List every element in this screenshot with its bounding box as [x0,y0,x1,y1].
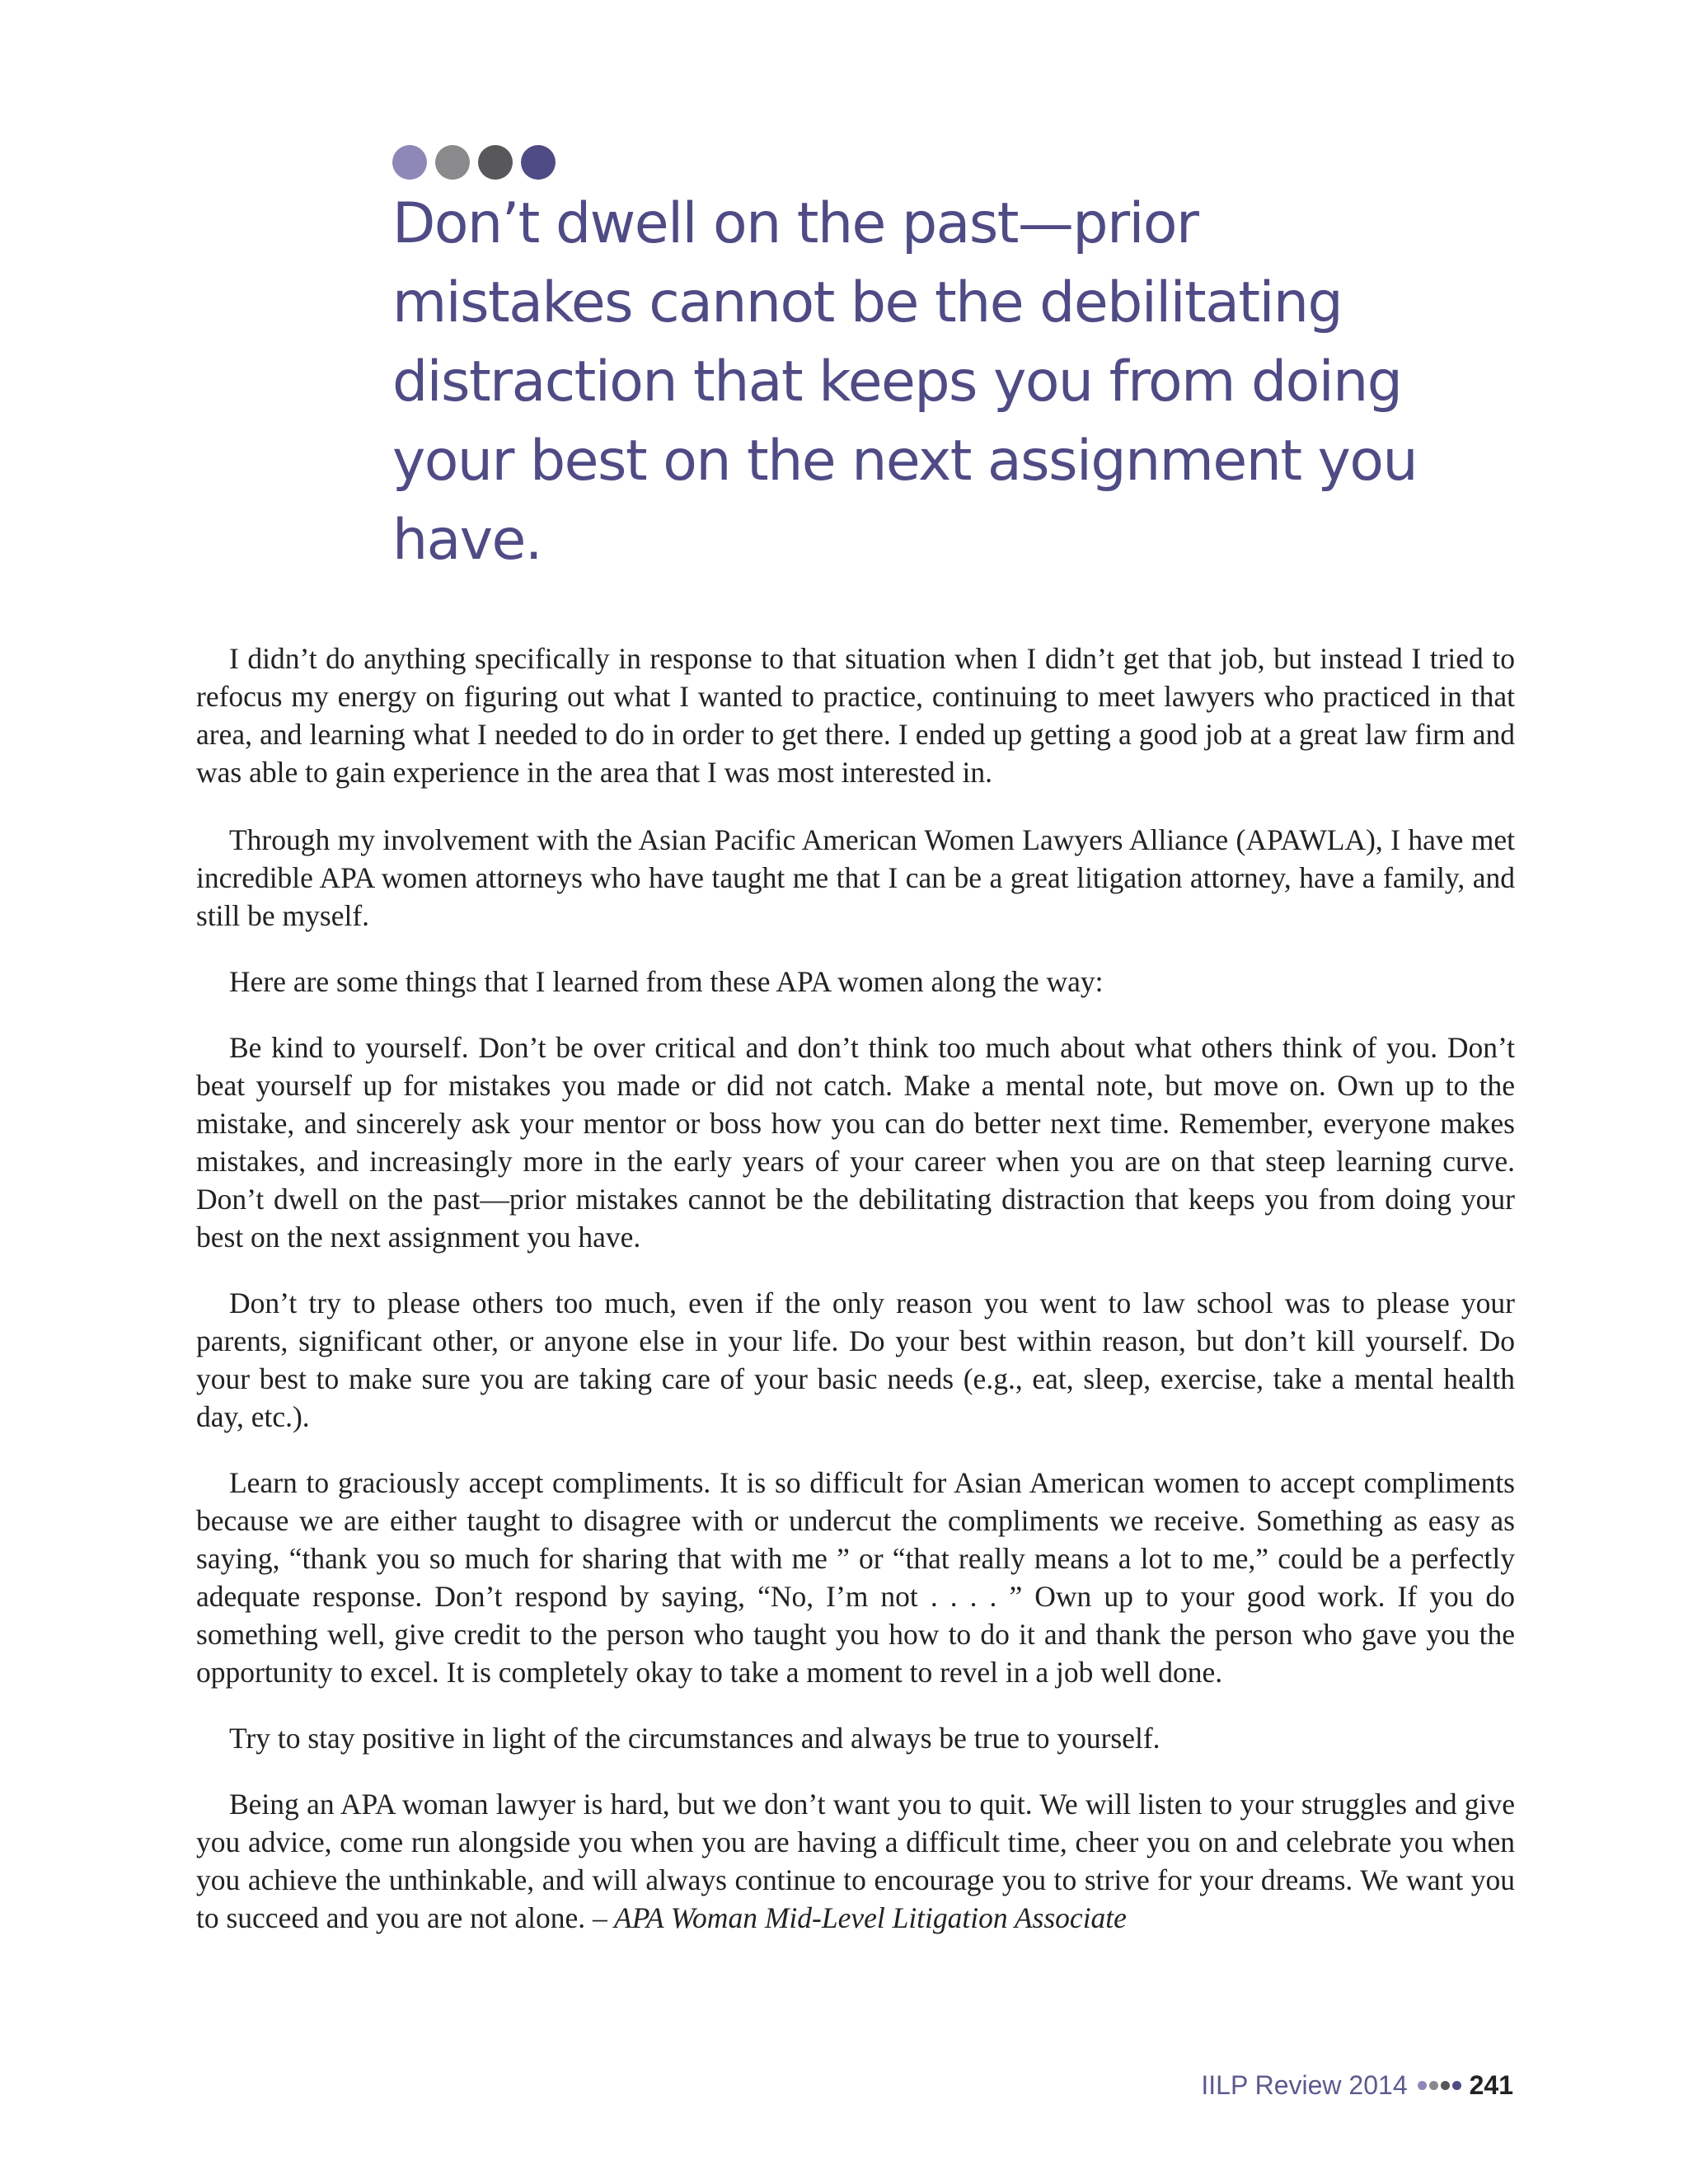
dot-1 [392,145,427,180]
paragraph-3: Here are some things that I learned from these APA women along the way: [229,965,1104,998]
paragraph-8-text: Being an APA woman lawyer is hard, but we don’t want you to quit. We will listen to your struggles and give you advice, come run alongside you when you are having a difficult time, cheer you on and celebrate you when you achieve the unthinkable, and will always continue to encourage you to strive for your dreams. We want you to succeed and you are not alone. [196,1788,1515,1934]
paragraph-2: Through my involvement with the Asian Pacific American Women Lawyers Alliance (APAWLA), I have met incredible APA women attorneys who have taught me that I can be a great litigation attorney, have a family, and still be myself. [196,823,1515,932]
paragraph-1: I didn’t do anything specifically in response to that situation when I didn’t get that job, but instead I tried to refocus my energy on figuring out what I wanted to practice, continuing to meet lawyers who practiced in that area, and learning what I needed to do in order to get there. I ended up getting a good job at a great law firm and was able to gain experience in the area that I was most interested in. [196,642,1515,789]
article-body [196,640,1515,1965]
dot-4 [521,145,556,180]
attribution: – APA Woman Mid-Level Litigation Associate [593,1901,1127,1934]
paragraph-6: Learn to graciously accept compliments. It is so difficult for Asian American women to accept compliments because we are either taught to disagree with or undercut the compliments we receive. Something as easy as saying, “thank you so much for sharing that with me ” or “that really means a lot to me,” could be a perfectly adequate response. Don’t respond by saying, “No, I’m not . . . . ” Own up to your good work. If you do something well, give credit to the person who taught you how to do it and thank the person who gave you the opportunity to excel. It is completely okay to take a moment to revel in a job well done. [196,1466,1515,1689]
page-footer [1201,2070,1513,2101]
paragraph-5: Don’t try to please others too much, even if the only reason you went to law school was to please your parents, significant other, or anyone else in your life. Do your best within reason, but don’t kill yourself. Do your best to make sure you are taking care of your basic needs (e.g., eat, sleep, exercise, take a mental health day, etc.). [196,1286,1515,1433]
page-number: 241 [1469,2070,1513,2100]
publication-name: IILP Review 2014 [1201,2070,1408,2100]
pull-quote: Don’t dwell on the past—prior mistakes cannot be the debilitating distraction that keeps you from doing your best on the next assignment you have. [392,191,1418,573]
paragraph-7: Try to stay positive in light of the circumstances and always be true to yourself. [229,1722,1160,1755]
dot-2 [435,145,470,180]
paragraph-4: Be kind to yourself. Don’t be over critical and don’t think too much about what others think of you. Don’t beat yourself up for mistakes you made or did not catch. Make a mental note, but move on. Own up to the mistake, and sincerely ask your mentor or boss how you can do better next time. Remember, everyone makes mistakes, and increasingly more in the early years of your career when you are on that steep learning curve. Don’t dwell on the past—prior mistakes cannot be the debilitating distraction that keeps you from doing your best on the next assignment you have. [196,1031,1515,1254]
dot-3 [478,145,513,180]
paragraph-8 [196,1785,1515,1937]
footer-dots-icon [1418,2081,1461,2090]
decorative-dots [392,145,556,180]
